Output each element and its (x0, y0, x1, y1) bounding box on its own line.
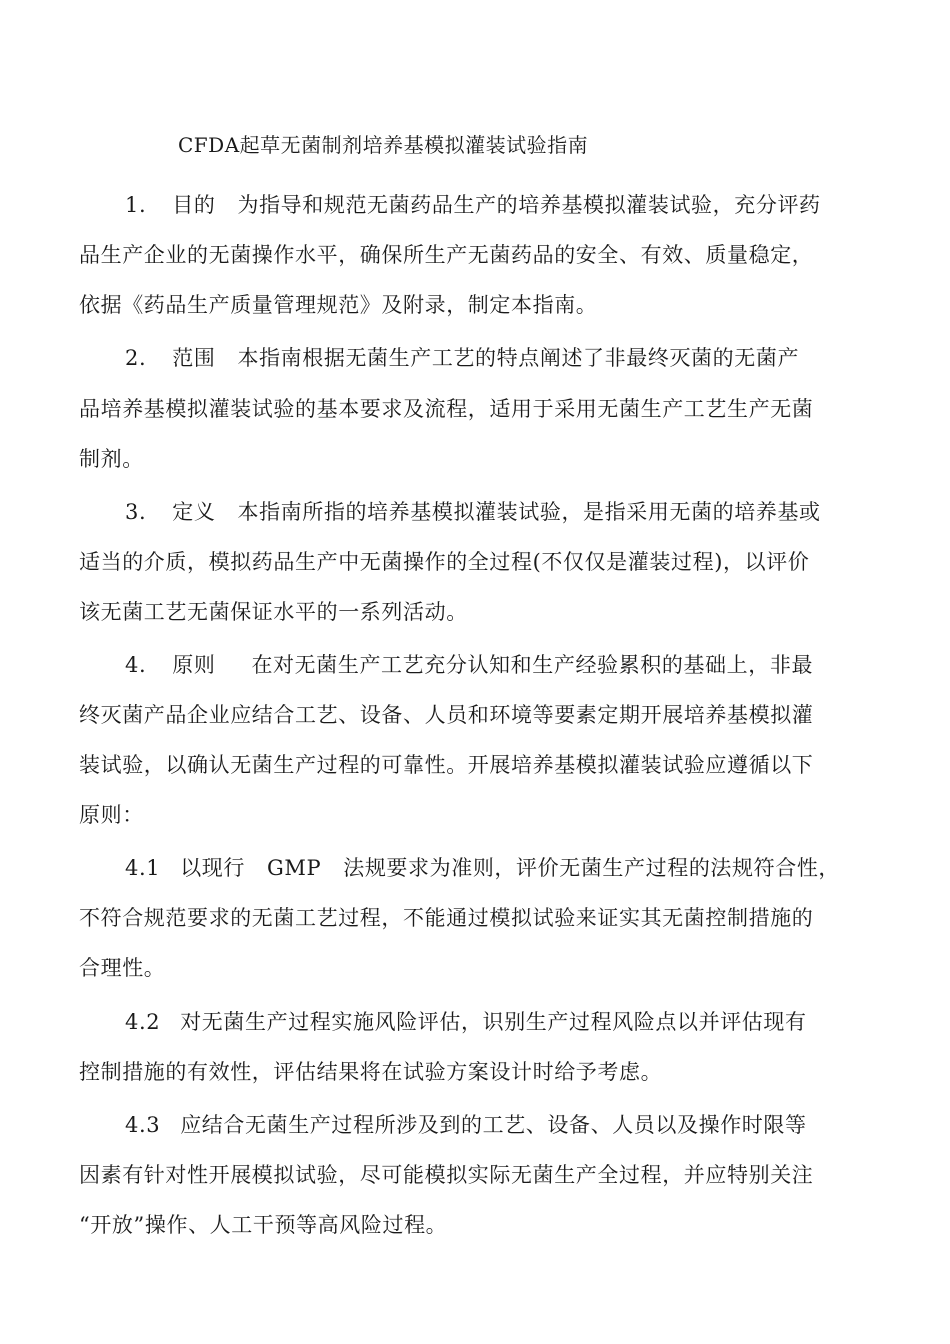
section-4-number: 4. (125, 653, 147, 677)
section-4-1-term: GMP (267, 856, 322, 880)
section-4-3-line-1 (125, 1110, 839, 1140)
section-4-1-line-3: 合理性。 (79, 956, 166, 980)
section-1-number: 1. (125, 193, 147, 217)
section-1-text-1: 为指导和规范无菌药品生产的培养基模拟灌装试验，充分评药 (237, 193, 821, 217)
section-4-line-4: 原则： (79, 803, 144, 827)
section-4-heading: 原则 (172, 653, 216, 677)
section-4-2-text-1: 对无菌生产过程实施风险评估，识别生产过程风险点以并评估现有 (180, 1010, 807, 1034)
section-4-2-line-1 (125, 1007, 839, 1037)
document-title: CFDA起草无菌制剂培养基模拟灌装试验指南 (178, 133, 589, 157)
section-1-heading: 目的 (172, 193, 216, 217)
section-4-1-heading: 以现行 (180, 856, 246, 880)
section-4-1-line-1 (125, 853, 839, 883)
section-1-line-1 (125, 190, 839, 220)
section-2-line-1 (125, 343, 839, 373)
section-4-text-1: 在对无菌生产工艺充分认知和生产经验累积的基础上，非最 (251, 653, 814, 677)
section-4-3-line-2: 因素有针对性开展模拟试验，尽可能模拟实际无菌生产全过程，并应特别关注 (79, 1163, 814, 1187)
section-1-line-3: 依据《药品生产质量管理规范》及附录，制定本指南。 (79, 293, 598, 317)
section-2-text-1: 本指南根据无菌生产工艺的特点阐述了非最终灭菌的无菌产 (237, 346, 800, 370)
section-4-1-number: 4.1 (125, 856, 161, 880)
section-4-1-line-2: 不符合规范要求的无菌工艺过程，不能通过模拟试验来证实其无菌控制措施的 (79, 906, 814, 930)
section-2-line-3: 制剂。 (79, 447, 144, 471)
section-4-1-text-1: 法规要求为准则，评价无菌生产过程的法规符合性， (343, 856, 841, 880)
section-4-line-3: 装试验，以确认无菌生产过程的可靠性。开展培养基模拟灌装试验应遵循以下 (79, 753, 814, 777)
section-3-text-1: 本指南所指的培养基模拟灌装试验，是指采用无菌的培养基或 (237, 500, 821, 524)
section-4-2-line-2: 控制措施的有效性，评估结果将在试验方案设计时给予考虑。 (79, 1060, 663, 1084)
section-2-heading: 范围 (172, 346, 216, 370)
section-4-line-2: 终灭菌产品企业应结合工艺、设备、人员和环境等要素定期开展培养基模拟灌 (79, 703, 814, 727)
section-3-line-3: 该无菌工艺无菌保证水平的一系列活动。 (79, 600, 468, 624)
section-2-line-2: 品培养基模拟灌装试验的基本要求及流程，适用于采用无菌生产工艺生产无菌 (79, 397, 814, 421)
section-4-3-text-1: 应结合无菌生产过程所涉及到的工艺、设备、人员以及操作时限等 (180, 1113, 807, 1137)
section-3-line-2: 适当的介质，模拟药品生产中无菌操作的全过程(不仅仅是灌装过程)，以评价 (79, 550, 810, 574)
section-1-line-2: 品生产企业的无菌操作水平，确保所生产无菌药品的安全、有效、质量稳定， (79, 243, 814, 267)
section-3-number: 3. (125, 500, 147, 524)
section-4-line-1 (125, 650, 839, 680)
section-2-number: 2. (125, 346, 147, 370)
section-3-line-1 (125, 497, 839, 527)
section-4-3-line-3: “开放”操作、人工干预等高风险过程。 (79, 1213, 448, 1237)
section-4-2-number: 4.2 (125, 1010, 161, 1034)
section-4-3-number: 4.3 (125, 1113, 161, 1137)
section-3-heading: 定义 (172, 500, 216, 524)
